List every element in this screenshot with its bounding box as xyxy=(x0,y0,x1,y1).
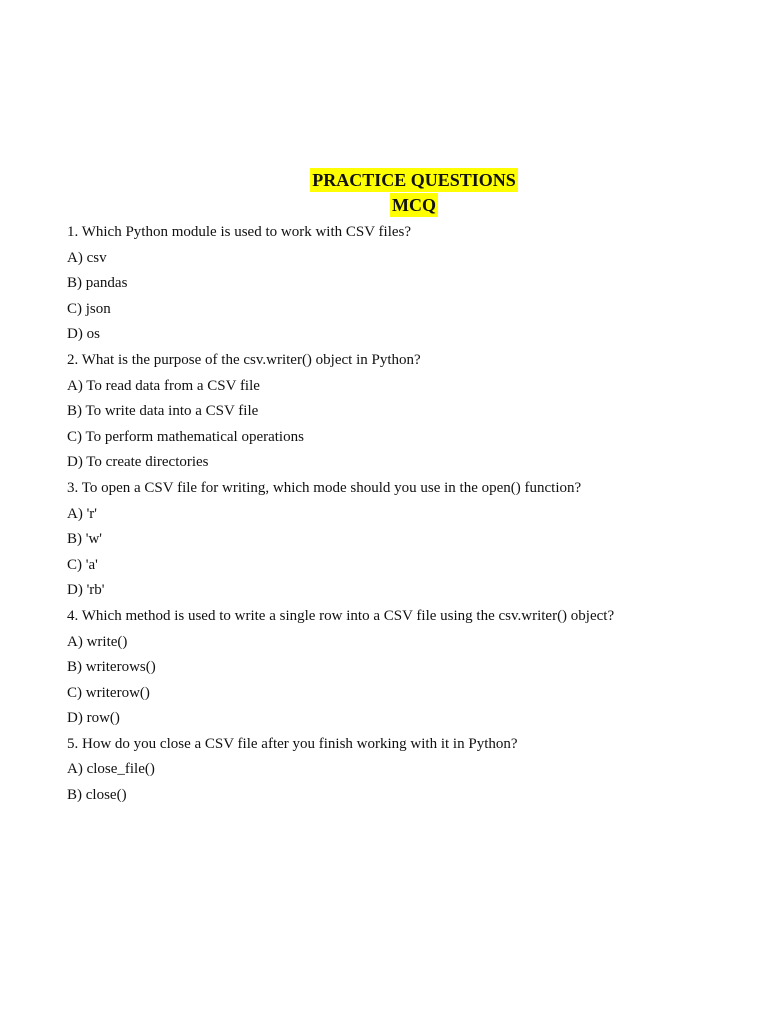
option-text: D) To create directories xyxy=(67,454,209,471)
page-subtitle: MCQ xyxy=(392,195,436,215)
option-text: B) pandas xyxy=(67,275,128,292)
option-text: A) close_file() xyxy=(67,761,155,778)
option-text: B) To write data into a CSV file xyxy=(67,403,259,420)
question-block xyxy=(67,732,747,809)
option-text: C) 'a' xyxy=(67,556,98,573)
question-text: 5. How do you close a CSV file after you finish working with it in Python? xyxy=(67,735,518,752)
question-block xyxy=(67,220,747,348)
option-text: C) json xyxy=(67,300,111,317)
option-text: A) write() xyxy=(67,633,128,650)
option-text: B) writerows() xyxy=(67,659,156,676)
option-text: D) row() xyxy=(67,710,120,727)
option-text: A) To read data from a CSV file xyxy=(67,377,260,394)
option-text: D) 'rb' xyxy=(67,582,105,599)
page-title: PRACTICE QUESTIONS xyxy=(312,170,516,190)
question-list xyxy=(67,220,747,809)
option-text: A) 'r' xyxy=(67,505,97,522)
option-text: A) csv xyxy=(67,249,107,266)
option-text: D) os xyxy=(67,326,100,343)
option-text: B) 'w' xyxy=(67,531,102,548)
option-text: B) close() xyxy=(67,787,127,804)
question-text: 1. Which Python module is used to work with CSV files? xyxy=(67,224,412,240)
question-block xyxy=(67,604,747,732)
question-block xyxy=(67,476,747,604)
option-text: C) To perform mathematical operations xyxy=(67,428,304,445)
question-text: 3. To open a CSV file for writing, which mode should you use in the open() function? xyxy=(67,479,582,496)
option-text: C) writerow() xyxy=(67,684,150,701)
title-block xyxy=(0,168,768,218)
question-text: 2. What is the purpose of the csv.writer() object in Python? xyxy=(67,351,421,368)
question-block xyxy=(67,348,747,476)
question-text: 4. Which method is used to write a single row into a CSV file using the csv.writer() object? xyxy=(67,607,615,624)
